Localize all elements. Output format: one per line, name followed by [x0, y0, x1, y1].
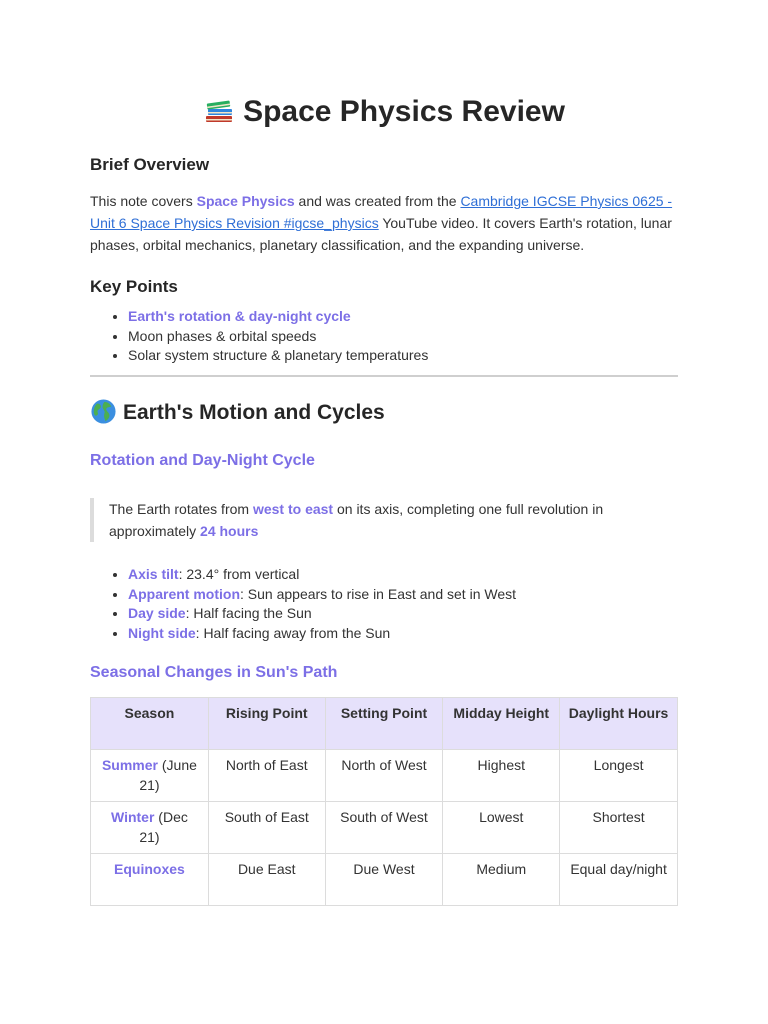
globe-icon — [90, 398, 117, 425]
callout-highlight: west to east — [252, 501, 334, 517]
table-cell: North of West — [325, 750, 443, 802]
overview-text: This note covers — [90, 193, 197, 209]
fact-text: : Half facing the Sun — [185, 605, 312, 621]
fact-term: Day side — [128, 605, 186, 621]
season-cell — [91, 802, 209, 854]
table-cell: Medium — [443, 854, 560, 906]
table-cell: Lowest — [443, 802, 560, 854]
table-cell: Shortest — [560, 802, 678, 854]
table-cell: South of East — [208, 802, 325, 854]
earth-section-heading — [90, 398, 385, 428]
table-row — [91, 750, 678, 802]
table-cell: Highest — [443, 750, 560, 802]
table-cell: North of East — [208, 750, 325, 802]
key-point-text: Solar system structure & planetary temperatures — [128, 347, 429, 363]
earth-section-title: Earth's Motion and Cycles — [123, 401, 385, 424]
table-cell: South of West — [325, 802, 443, 854]
table-cell: Longest — [560, 750, 678, 802]
fact-text: : 23.4° from vertical — [178, 566, 300, 582]
seasonal-heading: Seasonal Changes in Sun's Path — [90, 664, 338, 681]
key-points-heading: Key Points — [90, 277, 178, 296]
table-header-row — [91, 698, 678, 750]
list-item — [128, 307, 428, 327]
column-header: Season — [91, 698, 209, 750]
rotation-callout — [90, 498, 679, 542]
fact-text: : Half facing away from the Sun — [195, 624, 391, 641]
key-points-list — [108, 307, 428, 366]
key-point-highlight: Earth's rotation & day-night cycle — [128, 308, 351, 324]
callout-text: on its axis, completing one full revolution in approximately — [109, 501, 604, 539]
seasonal-table — [90, 697, 678, 906]
season-name: Equinoxes — [114, 861, 185, 877]
season-cell — [91, 854, 209, 906]
youtube-video-link[interactable]: Cambridge IGCSE Physics 0625 - Unit 6 Space Physics Revision #igcse_physics — [90, 193, 673, 231]
section-divider — [90, 375, 678, 377]
table-cell: Due East — [208, 854, 325, 906]
fact-term: Apparent motion — [128, 585, 240, 602]
rotation-facts-list — [108, 565, 516, 643]
overview-paragraph — [90, 190, 678, 256]
list-item — [128, 327, 428, 347]
table-cell: Due West — [325, 854, 443, 906]
list-item — [128, 346, 428, 366]
column-header: Midday Height — [443, 698, 560, 750]
list-item — [128, 565, 516, 585]
overview-heading: Brief Overview — [90, 155, 210, 174]
column-header: Rising Point — [208, 698, 325, 750]
key-point-text: Moon phases & orbital speeds — [128, 327, 317, 344]
season-date: (June 21) — [139, 757, 197, 793]
column-header: Daylight Hours — [560, 698, 678, 750]
list-item — [128, 604, 516, 624]
page-title — [90, 92, 678, 132]
list-item — [128, 624, 516, 644]
page-title-text: Space Physics Review — [243, 95, 565, 128]
overview-topic: Space Physics — [196, 193, 295, 209]
list-item — [128, 585, 516, 605]
season-date: (Dec 21) — [139, 809, 188, 845]
season-name: Summer — [101, 757, 158, 773]
overview-text: and was created from the — [294, 193, 461, 209]
season-name: Winter — [110, 809, 155, 825]
table-row — [91, 854, 678, 906]
table-row — [91, 802, 678, 854]
overview-text: YouTube video. It covers Earth's rotation, lunar phases, orbital mechanics, planetary classification, and the expanding universe. — [90, 215, 672, 253]
books-icon — [203, 94, 235, 126]
column-header: Setting Point — [325, 698, 443, 750]
callout-highlight: 24 hours — [200, 523, 259, 539]
season-cell — [91, 750, 209, 802]
fact-term: Night side — [128, 624, 196, 641]
callout-text: The Earth rotates from — [109, 501, 253, 517]
fact-term: Axis tilt — [128, 566, 179, 582]
table-cell: Equal day/night — [560, 854, 678, 906]
fact-text: : Sun appears to rise in East and set in West — [240, 585, 517, 602]
rotation-heading: Rotation and Day-Night Cycle — [90, 452, 315, 469]
